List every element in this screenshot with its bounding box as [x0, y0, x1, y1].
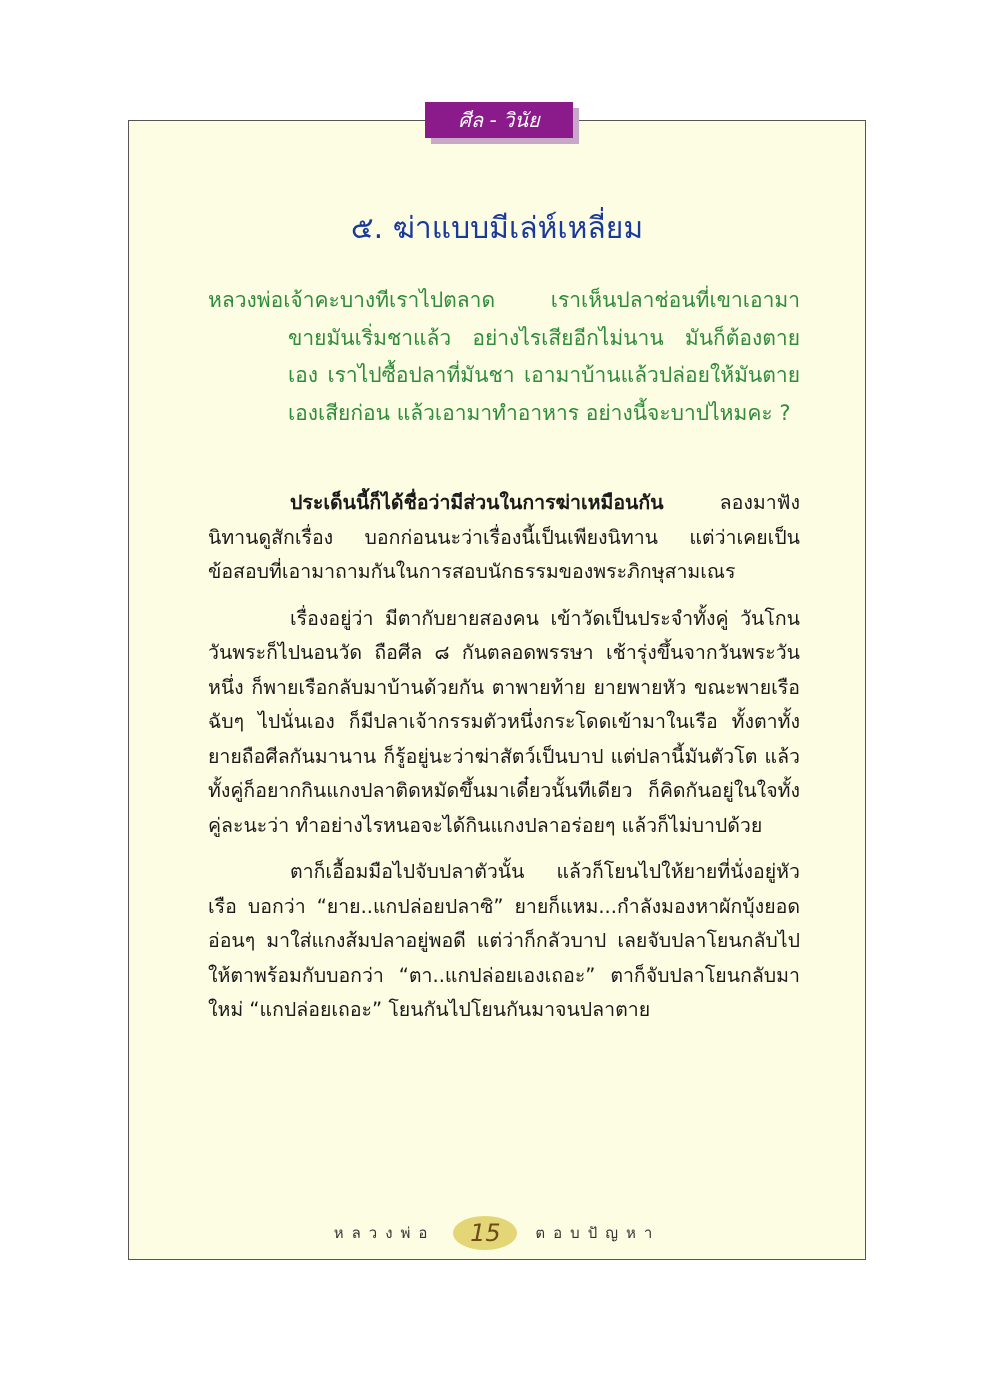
page-footer [128, 1216, 866, 1250]
question-first-line: หลวงพ่อเจ้าคะบางทีเราไปตลาด เราเห็นปลาช่อนที่เขาเอามา [208, 288, 800, 312]
section-tab [425, 102, 573, 138]
paragraph-3: ตาก็เอื้อมมือไปจับปลาตัวนั้น แล้วก็โยนไปให้ยายที่นั่งอยู่หัวเรือ บอกว่า “ยาย..แกปล่อยปลาซิ” ยายก็แหม...กำลังมองหาผักบุ้งยอดอ่อนๆ มาใส่แกงส้มปลาอยู่พอดี แต่ว่าก็กลัวบาป เลยจับปลาโยนกลับไปให้ตาพร้อมกับบอกว่า “ตา..แกปล่อยเองเถอะ” ตาก็จับปลาโยนกลับมาใหม่ “แกปล่อยเถอะ” โยนกันไปโยนกันมาจนปลาตาย [208, 860, 800, 1021]
question-block [208, 282, 800, 432]
paragraph-1-bold: ประเด็นนี้ก็ได้ชื่อว่ามีส่วนในการฆ่าเหมือนกัน [290, 491, 664, 514]
question-rest: ขายมันเริ่มชาแล้ว อย่างไรเสียอีกไม่นาน มันก็ต้องตายเอง เราไปซื้อปลาที่มันชา เอามาบ้านแล้วปล่อยให้มันตายเองเสียก่อน แล้วเอามาทำอาหาร อย่างนี้จะบาปไหมคะ ? [288, 325, 800, 425]
section-tab-label: ศีล - วินัย [458, 108, 540, 132]
answer-body [208, 486, 800, 1040]
paragraph-1-rest: ลองมาฟังนิทานดูสักเรื่อง บอกก่อนนะว่าเรื่องนี้เป็นเพียงนิทาน แต่ว่าเคยเป็นข้อสอบที่เอามาถามกันในการสอบนักธรรมของพระภิกษุสามเณร [208, 491, 800, 583]
paragraph-1 [208, 486, 800, 590]
footer-right-text: ตอบปัญหา [535, 1224, 661, 1242]
chapter-title: ๕. ฆ่าแบบมีเล่ห์เหลี่ยม [350, 211, 644, 246]
footer-left-text: หลวงพ่อ [333, 1224, 436, 1242]
paragraph-2: เรื่องอยู่ว่า มีตากับยายสองคน เข้าวัดเป็นประจำทั้งคู่ วันโกนวันพระก็ไปนอนวัด ถือศีล ๘ กันตลอดพรรษา เช้ารุ่งขึ้นจากวันพระวันหนึ่ง ก็พายเรือกลับมาบ้านด้วยกัน ตาพายท้าย ยายพายหัว ขณะพายเรือฉับๆ ไปนั่นเอง ก็มีปลาเจ้ากรรมตัวหนึ่งกระโดดเข้ามาในเรือ ทั้งตาทั้งยายถือศีลกันมานาน ก็รู้อยู่นะว่าฆ่าสัตว์เป็นบาป แต่ปลานี้มันตัวโต แล้วทั้งคู่ก็อยากกินแกงปลาติดหมัดขึ้นมาเดี๋ยวนั้นทีเดียว ก็คิดกันอยู่ในใจทั้งคู่ละนะว่า ทำอย่างไรหนอจะได้กินแกงปลาอร่อยๆ แล้วก็ไม่บาปด้วย [208, 606, 800, 837]
page-number: 15 [470, 1219, 501, 1247]
page-number-badge [453, 1216, 517, 1250]
